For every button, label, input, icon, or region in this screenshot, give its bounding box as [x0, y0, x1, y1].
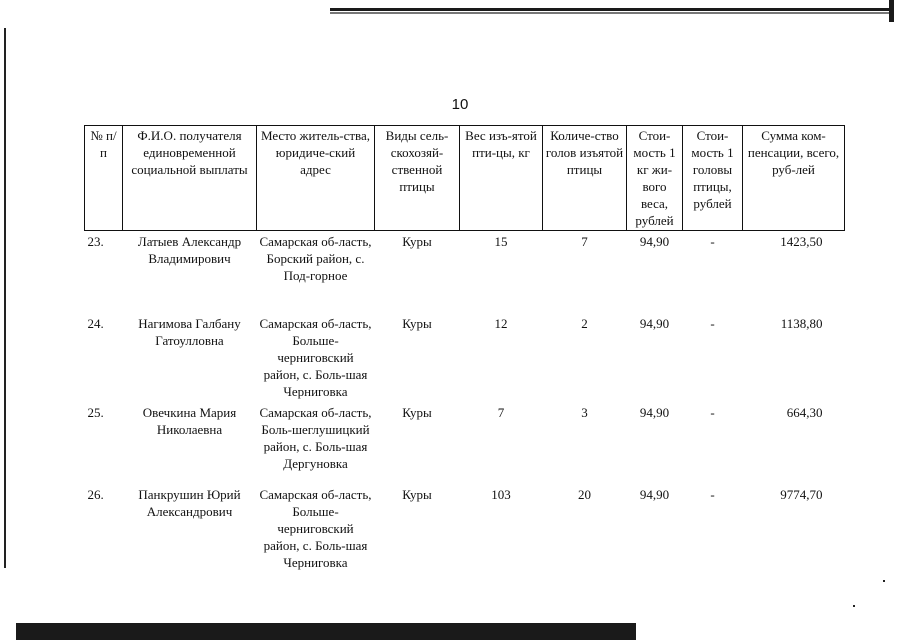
page-number: 10 [451, 96, 469, 113]
header-cell-price-per-kg: Стои-мость 1 кг жи-вого веса, рублей [627, 126, 683, 231]
table-row [85, 402, 845, 484]
weight: 103 [491, 487, 511, 502]
price-per-kg: 94,90 [639, 234, 670, 249]
total: 664,30 [786, 405, 823, 420]
recipient-name: Нагимова Галбану Гатоулловна [138, 316, 241, 348]
header-cell-recipient: Ф.И.О. получателя единовременной социальной выплаты [123, 126, 257, 231]
header-cell-heads: Количе-ство голов изъятой птицы [543, 126, 627, 231]
address: Самарская об-ласть, Больше-черниговский район, с. Боль-шая Черниговка [259, 487, 372, 570]
compensation-table [84, 125, 845, 573]
scan-speck [883, 580, 885, 582]
recipient-name: Овечкина Мария Николаевна [142, 405, 237, 437]
scan-speck [853, 605, 855, 607]
heads: 7 [581, 234, 588, 249]
scan-border-top-shadow [330, 12, 890, 14]
address: Самарская об-ласть, Больше-черниговский район, с. Боль-шая Черниговка [259, 316, 372, 399]
total: 1423,50 [780, 234, 823, 249]
weight: 7 [497, 405, 505, 420]
row-number: 25. [87, 405, 104, 420]
header-cell-bird-type: Виды сель-скохозяй-ственной птицы [375, 126, 460, 231]
bird-type: Куры [402, 316, 432, 331]
table-row [85, 484, 845, 573]
header-cell-address: Место житель-ства, юридиче-ский адрес [257, 126, 375, 231]
weight: 12 [494, 316, 508, 331]
row-number: 26. [87, 487, 104, 502]
bird-type: Куры [402, 487, 432, 502]
heads: 2 [581, 316, 588, 331]
row-number: 24. [87, 316, 104, 331]
row-number: 23. [87, 234, 104, 249]
price-per-head: - [710, 234, 715, 249]
scan-border-bottom [16, 623, 636, 640]
table-header-row [85, 126, 845, 231]
total: 1138,80 [780, 316, 823, 331]
heads: 20 [578, 487, 591, 502]
price-per-kg: 94,90 [639, 316, 670, 331]
recipient-name: Латыев Александр Владимирович [137, 234, 242, 266]
price-per-kg: 94,90 [639, 487, 670, 502]
total: 9774,70 [780, 487, 823, 502]
price-per-head: - [710, 405, 715, 420]
scan-border-right [889, 0, 894, 22]
bird-type: Куры [402, 234, 432, 249]
scan-border-top [330, 8, 890, 11]
scan-border-left [4, 28, 6, 568]
bird-type: Куры [402, 405, 432, 420]
address: Самарская об-ласть, Борский район, с. Под-горное [259, 234, 372, 283]
price-per-kg: 94,90 [639, 405, 670, 420]
header-cell-total: Сумма ком-пенсации, всего, руб-лей [743, 126, 845, 231]
weight: 15 [494, 234, 508, 249]
table-row [85, 313, 845, 402]
header-cell-number: № п/п [85, 126, 123, 231]
header-cell-price-per-head: Стои-мость 1 головы птицы, рублей [683, 126, 743, 231]
table-row [85, 231, 845, 314]
heads: 3 [581, 405, 588, 420]
price-per-head: - [710, 316, 715, 331]
price-per-head: - [710, 487, 715, 502]
address: Самарская об-ласть, Боль-шеглушицкий район, с. Боль-шая Дергуновка [259, 405, 372, 471]
header-cell-weight: Вес изъ-ятой пти-цы, кг [460, 126, 543, 231]
recipient-name: Панкрушин Юрий Александрович [138, 487, 241, 519]
